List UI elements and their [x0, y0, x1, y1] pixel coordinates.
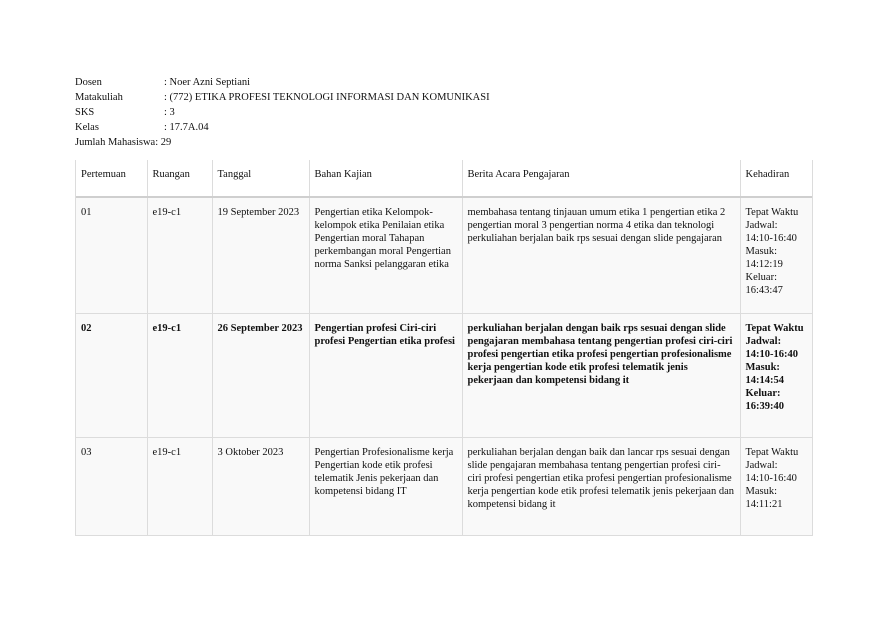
- kehadiran-status: Tepat Waktu: [745, 322, 804, 334]
- cell-kehadiran: [740, 197, 812, 313]
- sks-value: : 3: [164, 107, 175, 118]
- cell-berita-acara: perkuliahan berjalan dengan baik dan lancar rps sesuai dengan slide pengajaran membahasa tentang pengertian profesi ciri-ciri profesi pengertian etika profesi pengertian profesionalisme kerja pengertian kode etik profesi telematik jenis pekerjaan dan kompetensi bidang it: [462, 437, 740, 535]
- kehadiran-status: Tepat Waktu: [745, 207, 799, 218]
- col-header-ruangan: Ruangan: [147, 160, 212, 197]
- col-header-pertemuan: Pertemuan: [76, 160, 147, 197]
- table-row: [76, 313, 812, 437]
- kelas-label: Kelas: [75, 122, 99, 133]
- col-header-bahan-kajian: Bahan Kajian: [309, 160, 462, 197]
- cell-ruangan: e19-c1: [147, 437, 212, 535]
- kehadiran-jadwal: Jadwal: 14:10-16:40: [745, 335, 798, 360]
- cell-tanggal: 3 Oktober 2023: [212, 437, 309, 535]
- table-row: [76, 437, 812, 535]
- col-header-kehadiran: Kehadiran: [740, 160, 812, 197]
- table-row: [76, 197, 812, 313]
- jumlah-label: Jumlah Mahasiswa: [75, 137, 156, 148]
- dosen-label: Dosen: [75, 77, 102, 88]
- cell-bahan-kajian: Pengertian profesi Ciri-ciri profesi Pengertian etika profesi: [309, 313, 462, 437]
- kelas-row: [75, 121, 490, 136]
- cell-ruangan: e19-c1: [147, 197, 212, 313]
- kehadiran-jadwal: Jadwal: 14:10-16:40: [745, 459, 797, 484]
- kehadiran-jadwal: Jadwal: 14:10-16:40: [745, 220, 797, 244]
- kehadiran-keluar: Keluar: 16:43:47: [745, 272, 783, 296]
- cell-tanggal: 19 September 2023: [212, 197, 309, 313]
- col-header-berita-acara: Berita Acara Pengajaran: [462, 160, 740, 197]
- cell-bahan-kajian: Pengertian Profesionalisme kerja Pengertian kode etik profesi telematik Jenis pekerjaan dan kompetensi bidang IT: [309, 437, 462, 535]
- kehadiran-keluar: Keluar: 16:39:40: [745, 387, 784, 412]
- kehadiran-masuk: Masuk: 14:11:21: [745, 485, 783, 510]
- table-header-row: [76, 160, 812, 197]
- sks-row: [75, 106, 490, 121]
- matakuliah-value: : (772) ETIKA PROFESI TEKNOLOGI INFORMASI DAN KOMUNIKASI: [164, 92, 490, 103]
- attendance-table: [76, 160, 812, 536]
- dosen-value: : Noer Azni Septiani: [164, 77, 251, 88]
- matakuliah-label: Matakuliah: [75, 92, 123, 103]
- kelas-value: : 17.7A.04: [164, 122, 209, 133]
- cell-kehadiran: [740, 437, 812, 535]
- cell-ruangan: e19-c1: [147, 313, 212, 437]
- jumlah-value: : 29: [155, 137, 172, 148]
- cell-pertemuan: 02: [76, 313, 147, 437]
- matakuliah-row: [75, 91, 490, 106]
- sks-label: SKS: [75, 107, 95, 118]
- cell-berita-acara: perkuliahan berjalan dengan baik rps sesuai dengan slide pengajaran membahasa tentang pengertian profesi ciri-ciri profesi pengertian etika profesi pengertian profesionalisme kerja pengertian kode etik profesi telematik jenis pekerjaan dan kompetensi bidang it: [462, 313, 740, 437]
- col-header-tanggal: Tanggal: [212, 160, 309, 197]
- cell-tanggal: 26 September 2023: [212, 313, 309, 437]
- cell-kehadiran: [740, 313, 812, 437]
- cell-berita-acara: membahasa tentang tinjauan umum etika 1 pengertian etika 2 pengertian moral 3 pengertian norma 4 etika dan teknologi perkuliahan berjalan baik rps sesuai dengan slide pengajaran: [462, 197, 740, 313]
- kehadiran-masuk: Masuk: 14:14:54: [745, 361, 784, 386]
- cell-bahan-kajian: Pengertian etika Kelompok-kelompok etika Penilaian etika Pengertian moral Tahapan perkembangan moral Pengertian norma Sanksi pelanggaran etika: [309, 197, 462, 313]
- course-info: [75, 76, 490, 151]
- attendance-table-container: [75, 160, 813, 536]
- cell-pertemuan: 01: [76, 197, 147, 313]
- kehadiran-masuk: Masuk: 14:12:19: [745, 246, 783, 270]
- kehadiran-status: Tepat Waktu: [745, 446, 799, 458]
- dosen-row: [75, 76, 490, 91]
- jumlah-row: [75, 136, 490, 151]
- cell-pertemuan: 03: [76, 437, 147, 535]
